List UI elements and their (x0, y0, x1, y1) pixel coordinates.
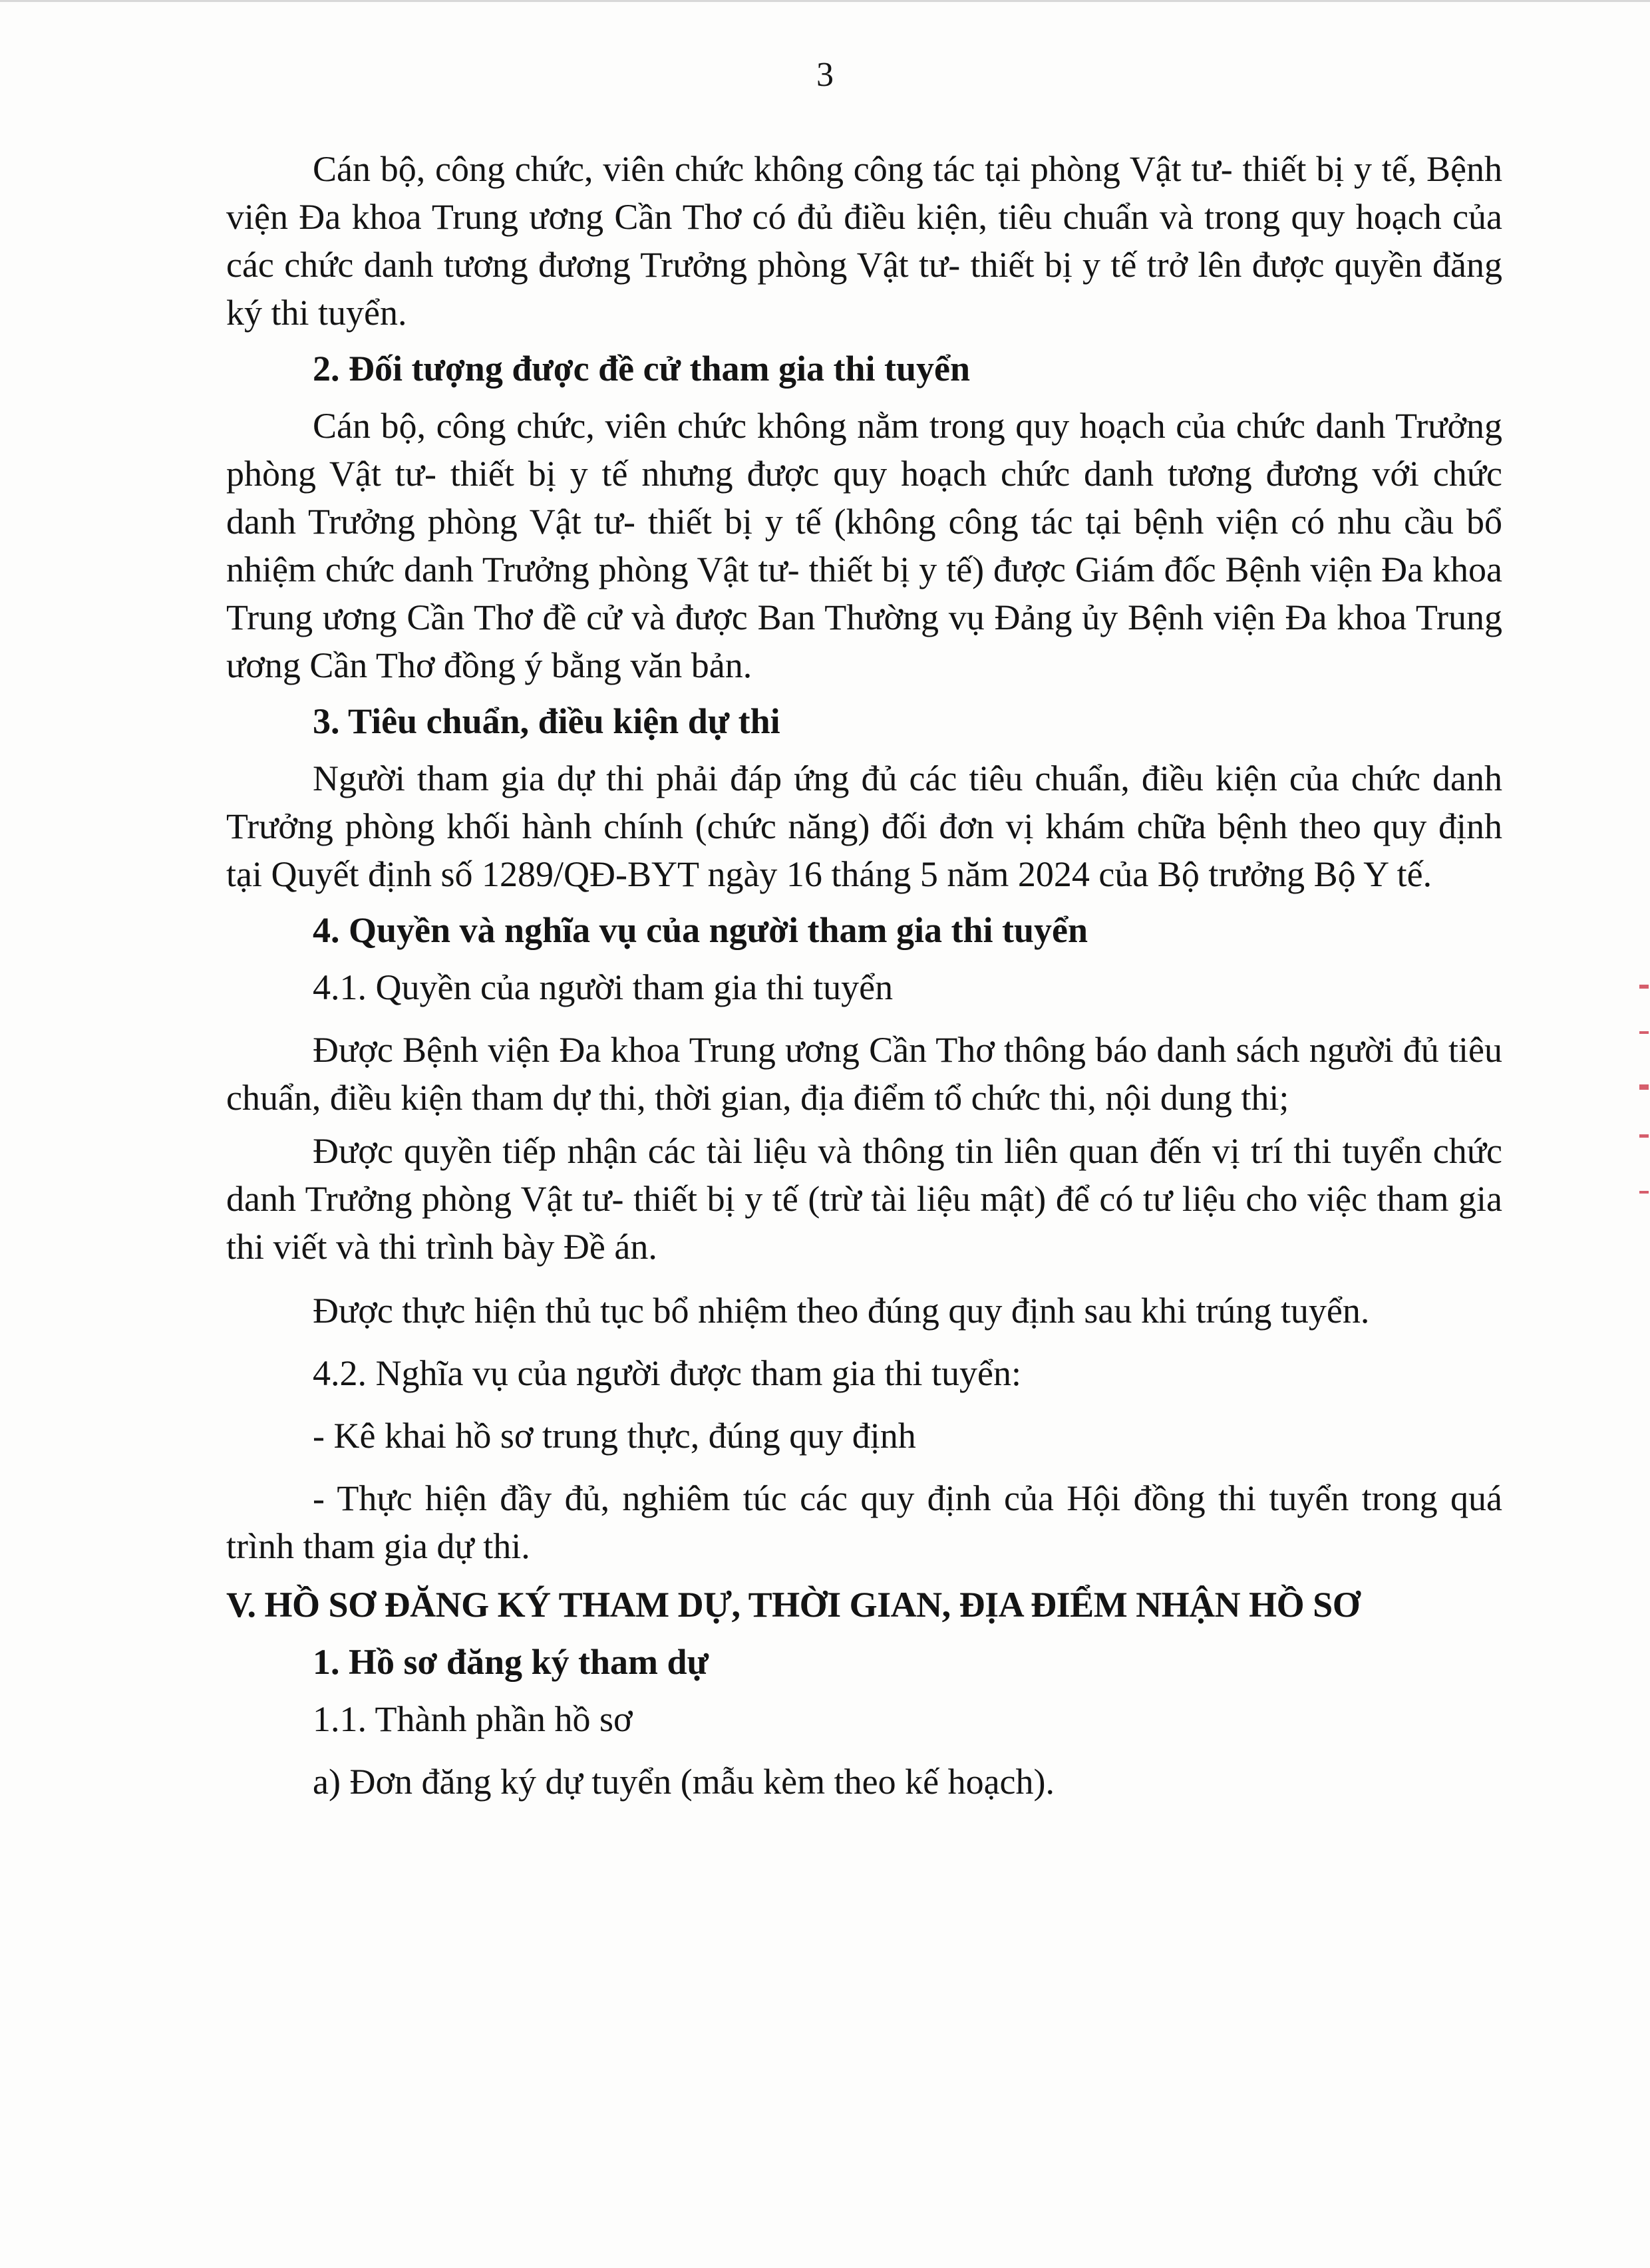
obligation-item-declaration: - Kê khai hồ sơ trung thực, đúng quy định (313, 1416, 916, 1456)
rights-paragraph-appointment: Được thực hiện thủ tục bổ nhiệm theo đúng quy định sau khi trúng tuyển. (313, 1291, 1370, 1331)
section-heading-rights-obligations: 4. Quyền và nghĩa vụ của người tham gia thi tuyển (313, 910, 1088, 950)
page-number: 3 (816, 56, 834, 94)
section-heading-registration-docs: 1. Hồ sơ đăng ký tham dự (313, 1642, 709, 1682)
rights-paragraph-documents: Được quyền tiếp nhận các tài liệu và thông tin liên quan đến vị trí thi tuyển chức danh Trưởng phòng Vật tư- thiết bị y tế (trừ tài liệu mật) để có tư liệu cho việc tham gia thi viết và thi trình bày Đề án. (226, 1131, 1502, 1267)
document-body (226, 145, 1502, 1820)
section-heading-nominated-candidates: 2. Đối tượng được đề cử tham gia thi tuyển (313, 349, 971, 389)
section-heading-criteria: 3. Tiêu chuẩn, điều kiện dự thi (313, 701, 780, 741)
rights-paragraph-notification: Được Bệnh viện Đa khoa Trung ương Cần Thơ thông báo danh sách người đủ tiêu chuẩn, điều kiện tham dự thi, thời gian, địa điểm tổ chức thi, nội dung thi; (226, 1030, 1502, 1118)
scan-top-edge (0, 0, 1650, 2)
subsection-obligations: 4.2. Nghĩa vụ của người được tham gia thi tuyển: (313, 1353, 1021, 1393)
criteria-paragraph: Người tham gia dự thi phải đáp ứng đủ các tiêu chuẩn, điều kiện của chức danh Trưởng phòng khối hành chính (chức năng) đối đơn vị khám chữa bệnh theo quy định tại Quyết định số 1289/QĐ-BYT ngày 16 tháng 5 năm 2024 của Bộ trưởng Bộ Y tế. (226, 758, 1502, 894)
nominated-candidates-paragraph: Cán bộ, công chức, viên chức không nằm trong quy hoạch của chức danh Trưởng phòng Vật tư- thiết bị y tế nhưng được quy hoạch chức danh tương đương với chức danh Trưởng phòng Vật tư- thiết bị y tế (không công tác tại bệnh viện có nhu cầu bổ nhiệm chức danh Trưởng phòng Vật tư- thiết bị y tế) được Giám đốc Bệnh viện Đa khoa Trung ương Cần Thơ đề cử và được Ban Thường vụ Đảng ủy Bệnh viện Đa khoa Trung ương Cần Thơ đồng ý bằng văn bản. (226, 406, 1502, 685)
eligibility-paragraph: Cán bộ, công chức, viên chức không công tác tại phòng Vật tư- thiết bị y tế, Bệnh viện Đa khoa Trung ương Cần Thơ có đủ điều kiện, tiêu chuẩn và trong quy hoạch của các chức danh tương đương Trưởng phòng Vật tư- thiết bị y tế trở lên được quyền đăng ký thi tuyển. (226, 149, 1502, 333)
subsection-rights: 4.1. Quyền của người tham gia thi tuyển (313, 967, 894, 1007)
obligation-item-compliance: - Thực hiện đầy đủ, nghiêm túc các quy định của Hội đồng thi tuyển trong quá trình tham gia dự thi. (226, 1478, 1502, 1566)
stamp-edge-mark (1635, 971, 1650, 1251)
doc-item-application-form: a) Đơn đăng ký dự tuyển (mẫu kèm theo kế hoạch). (313, 1762, 1055, 1802)
section-heading-roman-v: V. HỒ SƠ ĐĂNG KÝ THAM DỰ, THỜI GIAN, ĐỊA ĐIỂM NHẬN HỒ SƠ (226, 1585, 1361, 1625)
subsection-doc-components: 1.1. Thành phần hồ sơ (313, 1699, 633, 1739)
